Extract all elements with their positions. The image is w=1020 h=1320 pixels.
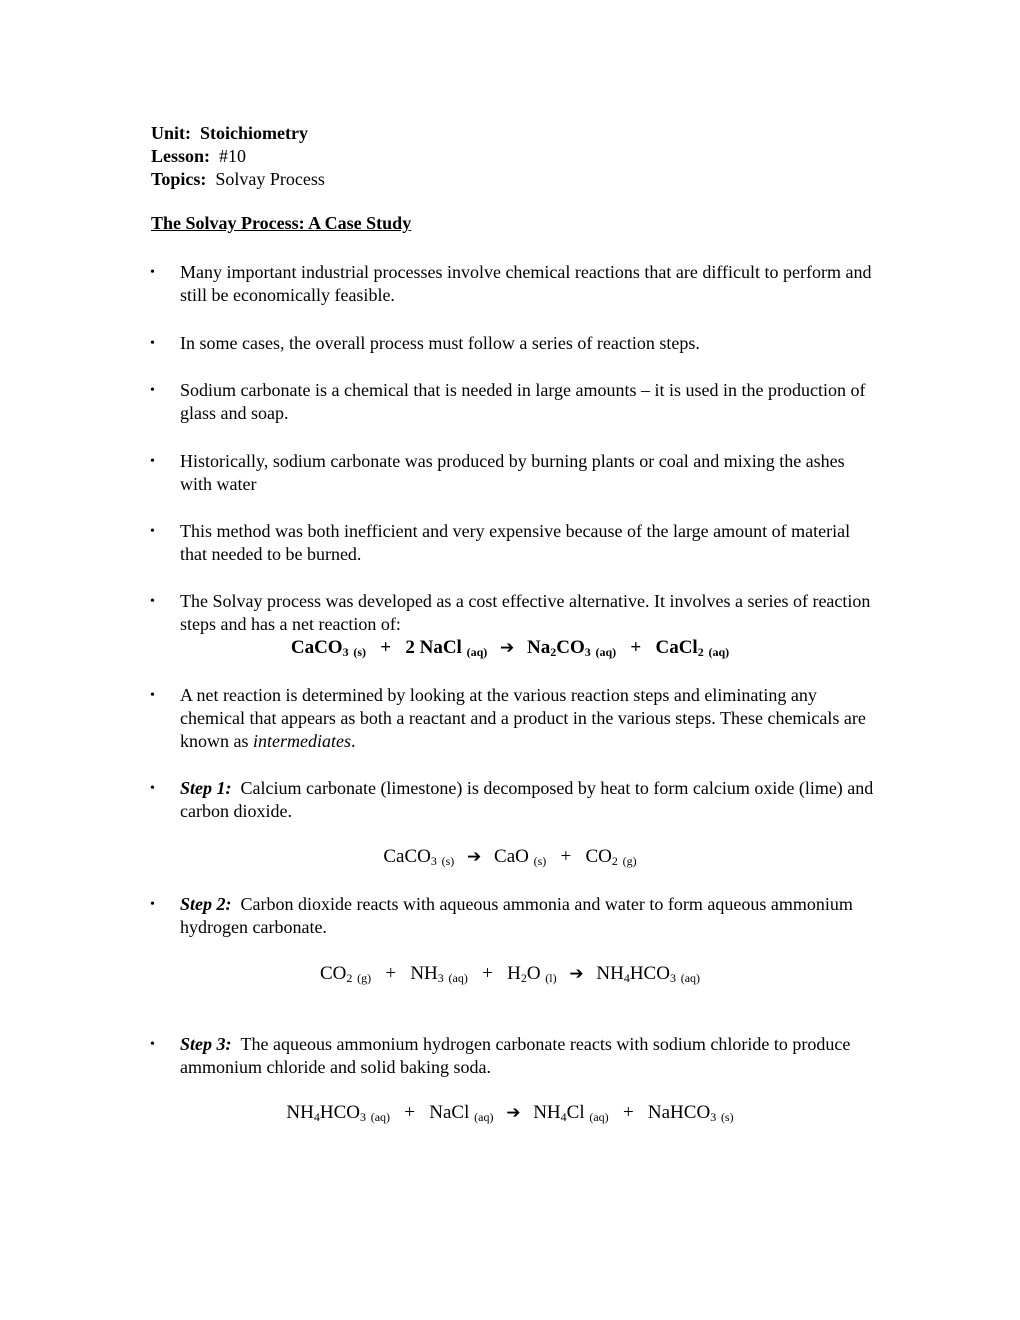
step1-reactant-1: CaCO$_3$ $_{(s)}$	[383, 846, 455, 868]
bullet-icon: •	[150, 454, 155, 469]
arrow-icon: ➔	[506, 1103, 521, 1123]
unit-value: Stoichiometry	[200, 123, 308, 143]
lesson-label: Lesson:	[151, 146, 211, 166]
step1-product-2: $CO_2$ $_{(g)}$	[585, 846, 637, 868]
bullet-icon: •	[150, 594, 155, 609]
bullet-icon: •	[150, 688, 155, 703]
plus-sign: +	[385, 963, 397, 984]
step2-reactant-3: $H_2O$ $_{(l)}$	[507, 963, 557, 985]
bullet-text: Many important industrial processes involve chemical reactions that are difficult to perform and still be economically feasible.	[180, 262, 872, 305]
arrow-icon: ➔	[569, 964, 584, 984]
step3-product-2: NaHCO$_3$ $_{(s)}$	[647, 1102, 734, 1124]
bullet-text: Historically, sodium carbonate was produced by burning plants or coal and mixing the ashes with water	[180, 451, 845, 494]
topics-label: Topics:	[151, 169, 207, 189]
plus-sign: +	[622, 1102, 634, 1123]
net-reactant-2: 2 NaCl $_{(aq)}$	[405, 637, 488, 659]
bullet-text: This method was both inefficient and very expensive because of the large amount of material that needed to be burned.	[180, 521, 851, 564]
bullet-icon: •	[150, 383, 155, 398]
step-2-text: Step 2: Carbon dioxide reacts with aqueous ammonia and water to form aqueous ammonium hydrogen carbonate.	[180, 894, 853, 937]
arrow-icon: ➔	[500, 638, 515, 658]
unit-label: Unit:	[151, 123, 191, 143]
plus-sign: +	[380, 637, 392, 658]
unit-line	[151, 122, 308, 144]
intermediates-term: intermediates	[253, 731, 351, 751]
plus-sign: +	[560, 846, 572, 867]
step-2-equation	[0, 962, 1020, 986]
step-3-label: Step 3:	[180, 1034, 232, 1054]
net-reaction-equation	[0, 636, 1020, 660]
lesson-value: #10	[219, 146, 247, 166]
bullet-text: In some cases, the overall process must follow a series of reaction steps.	[180, 333, 700, 353]
bullet-text: Sodium carbonate is a chemical that is needed in large amounts – it is used in the production of glass and soap.	[180, 380, 866, 423]
step2-product-1: $NH_4HCO_3$ $_{(aq)}$	[596, 963, 701, 985]
arrow-icon: ➔	[467, 847, 482, 867]
step-1-text: Step 1: Calcium carbonate (limestone) is decomposed by heat to form calcium oxide (lime) and carbon dioxide.	[180, 778, 874, 821]
topics-value: Solvay Process	[215, 169, 325, 189]
step3-reactant-1: $NH_4HCO_3$ $_{(aq)}$	[286, 1102, 391, 1124]
bullet-icon: •	[150, 265, 155, 280]
lesson-line	[151, 145, 246, 167]
topics-line	[151, 168, 325, 190]
bullet-icon: •	[150, 1037, 155, 1052]
plus-sign: +	[482, 963, 493, 984]
bullet-icon: •	[150, 781, 155, 796]
step3-reactant-2: NaCl $_{(aq)}$	[429, 1102, 494, 1124]
step3-product-1: $NH_4Cl$ $_{(aq)}$	[533, 1102, 609, 1124]
net-product-2: CaCl$_2$ $_{(aq)}$	[655, 637, 730, 659]
step-1-equation	[0, 845, 1020, 869]
page-title: The Solvay Process: A Case Study	[151, 213, 412, 233]
net-product-1: $Na_2CO_3$ $_{(aq)}$	[527, 637, 617, 659]
step-3-equation	[0, 1101, 1020, 1125]
step2-reactant-1: $CO_2$ $_{(g)}$	[319, 963, 372, 985]
step-2-label: Step 2:	[180, 894, 232, 914]
step1-product-1: CaO $_{(s)}$	[494, 846, 547, 868]
step-1-label: Step 1:	[180, 778, 232, 798]
step2-reactant-2: $NH_3$ $_{(aq)}$	[410, 963, 468, 985]
bullet-text: The Solvay process was developed as a cost effective alternative. It involves a series of reaction steps and has a net reaction of:	[180, 591, 871, 634]
net-reactant-1: CaCO$_3$ $_{(s)}$	[290, 637, 367, 659]
plus-sign: +	[404, 1102, 416, 1123]
bullet-icon: •	[150, 524, 155, 539]
step-3-text: Step 3: The aqueous ammonium hydrogen carbonate reacts with sodium chloride to produce ammonium chloride and solid baking soda.	[180, 1034, 851, 1077]
plus-sign: +	[630, 637, 642, 658]
bullet-text: A net reaction is determined by looking at the various reaction steps and eliminating any chemical that appears as both a reactant and a product in the various steps. These chemicals are known as intermediates.	[180, 685, 866, 751]
bullet-icon: •	[150, 336, 155, 351]
bullet-icon: •	[150, 897, 155, 912]
